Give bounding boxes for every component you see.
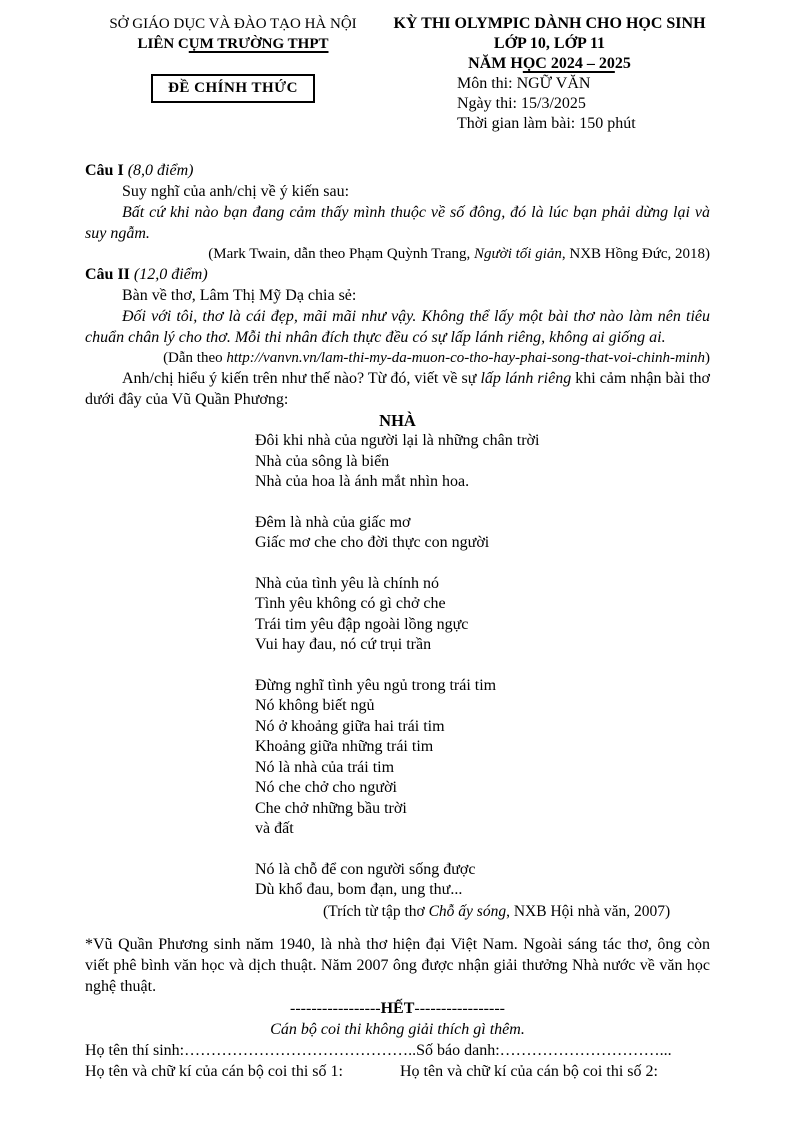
poem-stanza-3 (255, 574, 710, 656)
exam-title-line1: KỲ THI OLYMPIC DÀNH CHO HỌC SINH (393, 15, 706, 32)
question-2-label: Câu II (85, 266, 130, 283)
issuing-authority-block (85, 14, 381, 103)
school-year-line (389, 54, 710, 74)
citation-text: (Trích từ tập thơ (323, 902, 429, 920)
candidate-info-line (85, 1040, 710, 1061)
task-emphasis: lấp lánh riêng (480, 370, 572, 387)
author-footnote: *Vũ Quần Phương sinh năm 1940, là nhà thơ hiện đại Việt Nam. Ngoài sáng tác thơ, ông còn viết phê bình văn học và dịch thuật. Năm 2007 ông được nhận giải thưởng Nhà nước về văn học nghệ thuật. (85, 935, 710, 995)
proctor1-label: Họ tên và chữ kí của cán bộ coi thi số 1: (85, 1062, 343, 1080)
poem-title: NHÀ (379, 411, 416, 430)
question-1-intro: Suy nghĩ của anh/chị về ý kiến sau: (122, 183, 350, 200)
poem-stanza-5 (255, 860, 710, 901)
question-1-label: Câu I (85, 162, 124, 179)
poem-line: Dù khổ đau, bom đạn, ung thư... (255, 881, 463, 898)
official-exam-badge: ĐỀ CHÍNH THỨC (151, 74, 315, 103)
official-box-wrap (85, 54, 381, 103)
poem-line: Nhà của tình yêu là chính nó (255, 574, 439, 592)
end-label: HẾT (380, 999, 415, 1017)
school-year-tail: 25 (614, 55, 631, 72)
citation-tail: , NXB Hồng Đức, 2018) (561, 246, 710, 262)
poem-line: Đêm là nhà của giấc mơ (255, 513, 411, 531)
poem-line: Nó che chở cho người (255, 779, 397, 796)
school-year-plain: NĂM H (468, 55, 523, 72)
question-1 (85, 160, 710, 264)
end-of-paper-line (85, 998, 710, 1019)
school-year-underlined: ỌC 2024 – 20 (522, 55, 615, 72)
question-1-heading (85, 160, 710, 181)
end-dashes-right: ----------------- (414, 999, 505, 1017)
citation-url: http://vanvn.vn/lam-thi-my-da-muon-co-tho-hay-phai-song-that-voi-chinh-minh (226, 350, 705, 366)
proctor-note: Cán bộ coi thi không giải thích gì thêm. (270, 1020, 525, 1038)
citation-text: (Mark Twain, dẫn theo Phạm Quỳnh Trang, (208, 246, 474, 262)
citation-text: (Dẫn theo (163, 350, 227, 366)
poem-stanza-4 (255, 676, 710, 840)
poem-line: Trái tim yêu đập ngoài lồng ngực (255, 615, 469, 633)
task-text-2: khi cảm nhận bài thơ dưới đây của Vũ Quần Phương: (85, 370, 710, 408)
poem-line: Đừng nghĩ tình yêu ngủ trong trái tim (255, 676, 497, 694)
question-1-citation (85, 244, 710, 264)
proctor2-label: Họ tên và chữ kí của cán bộ coi thi số 2: (400, 1062, 658, 1080)
duration-line: Thời gian làm bài: 150 phút (457, 115, 636, 132)
candidate-number-dots: …………………………... (499, 1041, 672, 1059)
poem-line: Nhà của hoa là ánh mắt nhìn hoa. (255, 473, 470, 490)
exam-body (85, 160, 710, 1082)
poem-line: Vui hay đau, nó cứ trụi trần (255, 636, 432, 653)
question-2-intro: Bàn về thơ, Lâm Thị Mỹ Dạ chia sẻ: (122, 287, 357, 304)
poem-line: Đôi khi nhà của người lại là những chân trời (255, 432, 540, 449)
citation-tail: , NXB Hội nhà văn, 2007) (506, 902, 671, 920)
candidate-name-label: Họ tên thí sinh: (85, 1041, 185, 1059)
citation-book-title: Người tối giản (474, 246, 562, 262)
authority-subname-plain: LIÊN C (137, 36, 189, 52)
question-2-heading (85, 264, 710, 285)
poem-stanza-2 (255, 513, 710, 554)
poem-line: Nó ở khoảng giữa hai trái tim (255, 717, 445, 735)
question-2-points: (12,0 điểm) (133, 266, 208, 283)
authority-name: SỞ GIÁO DỤC VÀ ĐÀO TẠO HÀ NỘI (109, 16, 357, 32)
question-1-quote: Bất cứ khi nào bạn đang cảm thấy mình thuộc về số đông, đó là lúc bạn phải dừng lại và suy ngẫm. (85, 204, 710, 242)
document-header (85, 14, 710, 134)
question-2-quote: Đối với tôi, thơ là cái đẹp, mãi mãi như vậy. Không thể lấy một bài thơ nào làm nên tiêu chuẩn chân lý cho thơ. Mỗi thi nhân đích thực đều có sự lấp lánh riêng, không ai giống ai. (85, 308, 710, 346)
poem-body (255, 431, 710, 901)
exam-date-line: Ngày thi: 15/3/2025 (457, 95, 586, 112)
poem-line: Nó không biết ngủ (255, 697, 375, 714)
citation-book-title: Chỗ ấy sóng (428, 902, 507, 920)
poem-section (85, 410, 710, 922)
authority-subname (85, 34, 381, 54)
exam-title-line2: LỚP 10, LỚP 11 (493, 35, 606, 52)
poem-stanza-1 (255, 431, 710, 493)
poem-line: Khoảng giữa những trái tim (255, 738, 434, 755)
poem-citation (323, 902, 710, 922)
citation-tail: ) (705, 350, 710, 366)
poem-line: Tình yêu không có gì chở che (255, 595, 446, 612)
poem-line: Giấc mơ che cho đời thực con người (255, 534, 490, 551)
poem-line: Nó là nhà của trái tim (255, 758, 395, 776)
poem-line: Nó là chỗ để con người sống được (255, 860, 476, 878)
subject-line: Môn thi: NGỮ VĂN (457, 75, 591, 92)
question-2 (85, 264, 710, 410)
authority-subname-underlined: ỤM TRƯỜNG THPT (188, 36, 329, 52)
end-dashes-left: ----------------- (290, 999, 381, 1017)
question-2-citation (85, 348, 710, 368)
poem-line: và đất (255, 820, 294, 837)
task-text-1: Anh/chị hiểu ý kiến trên như thế nào? Từ đó, viết về sự (122, 370, 481, 387)
poem-line: Che chở những bầu trời (255, 799, 407, 817)
proctor-signature-row (85, 1061, 710, 1082)
question-2-task (85, 368, 710, 410)
exam-meta (389, 74, 710, 134)
candidate-number-label: Số báo danh: (416, 1041, 500, 1059)
poem-line: Nhà của sông là biển (255, 452, 390, 470)
exam-title-block (389, 14, 710, 134)
candidate-name-dots: …………………………………….. (184, 1041, 417, 1059)
question-1-points: (8,0 điểm) (127, 162, 194, 179)
